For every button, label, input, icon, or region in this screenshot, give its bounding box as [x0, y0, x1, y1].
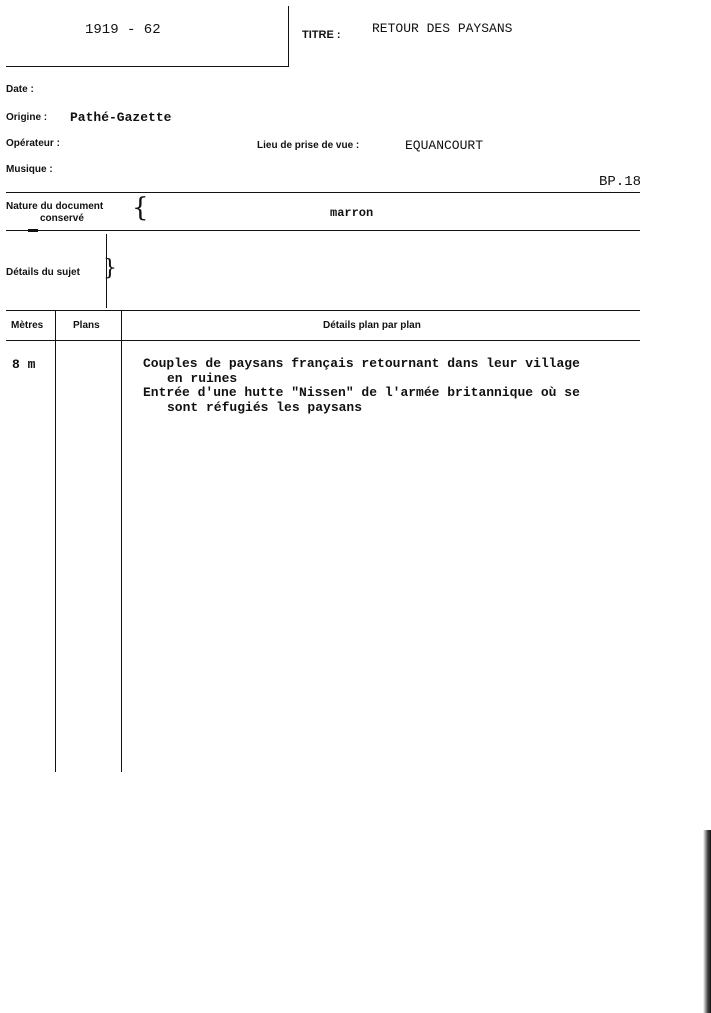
details-sujet-brace: }	[103, 256, 117, 281]
origine-label: Origine :	[6, 112, 48, 123]
page-edge-shadow	[703, 830, 711, 1013]
nature-label-line1: Nature du document	[6, 201, 104, 212]
row-detail-line: Entrée d'une hutte "Nissen" de l'armée britannique où se	[143, 385, 580, 400]
nature-value: marron	[330, 206, 374, 220]
row-metres: 8 m	[12, 357, 36, 372]
header-metres: Mètres	[11, 320, 44, 331]
reference-number: 1919 - 62	[85, 22, 161, 38]
musique-label: Musique :	[6, 164, 53, 175]
origine-value: Pathé-Gazette	[70, 110, 172, 125]
table-header-rule	[6, 340, 640, 341]
row-detail-line: Couples de paysans français retournant dans leur village	[143, 356, 580, 371]
header-box-bottom-border	[6, 66, 289, 67]
row-detail-line: sont réfugiés les paysans	[167, 400, 363, 415]
details-sujet-label: Détails du sujet	[6, 267, 80, 278]
nature-brace: {	[132, 193, 149, 223]
lieu-value: EQUANCOURT	[405, 138, 484, 153]
nature-bottom-rule	[6, 230, 640, 231]
header-details: Détails plan par plan	[323, 320, 421, 331]
col-divider-plans	[121, 310, 122, 772]
header-box-right-border	[288, 6, 289, 67]
nature-label-line2: conservé	[40, 213, 84, 224]
row-detail-line: en ruines	[167, 371, 238, 386]
col-divider-metres	[55, 310, 56, 772]
document-code: BP.18	[599, 174, 642, 190]
operateur-label: Opérateur :	[6, 138, 60, 149]
date-label: Date :	[6, 84, 34, 95]
title-label: TITRE :	[302, 29, 341, 41]
header-plans: Plans	[73, 320, 100, 331]
nature-top-rule	[6, 192, 640, 193]
title-value: RETOUR DES PAYSANS	[372, 21, 513, 36]
nature-bottom-mark	[28, 229, 38, 232]
table-top-rule	[6, 310, 640, 311]
lieu-label: Lieu de prise de vue :	[257, 140, 360, 151]
